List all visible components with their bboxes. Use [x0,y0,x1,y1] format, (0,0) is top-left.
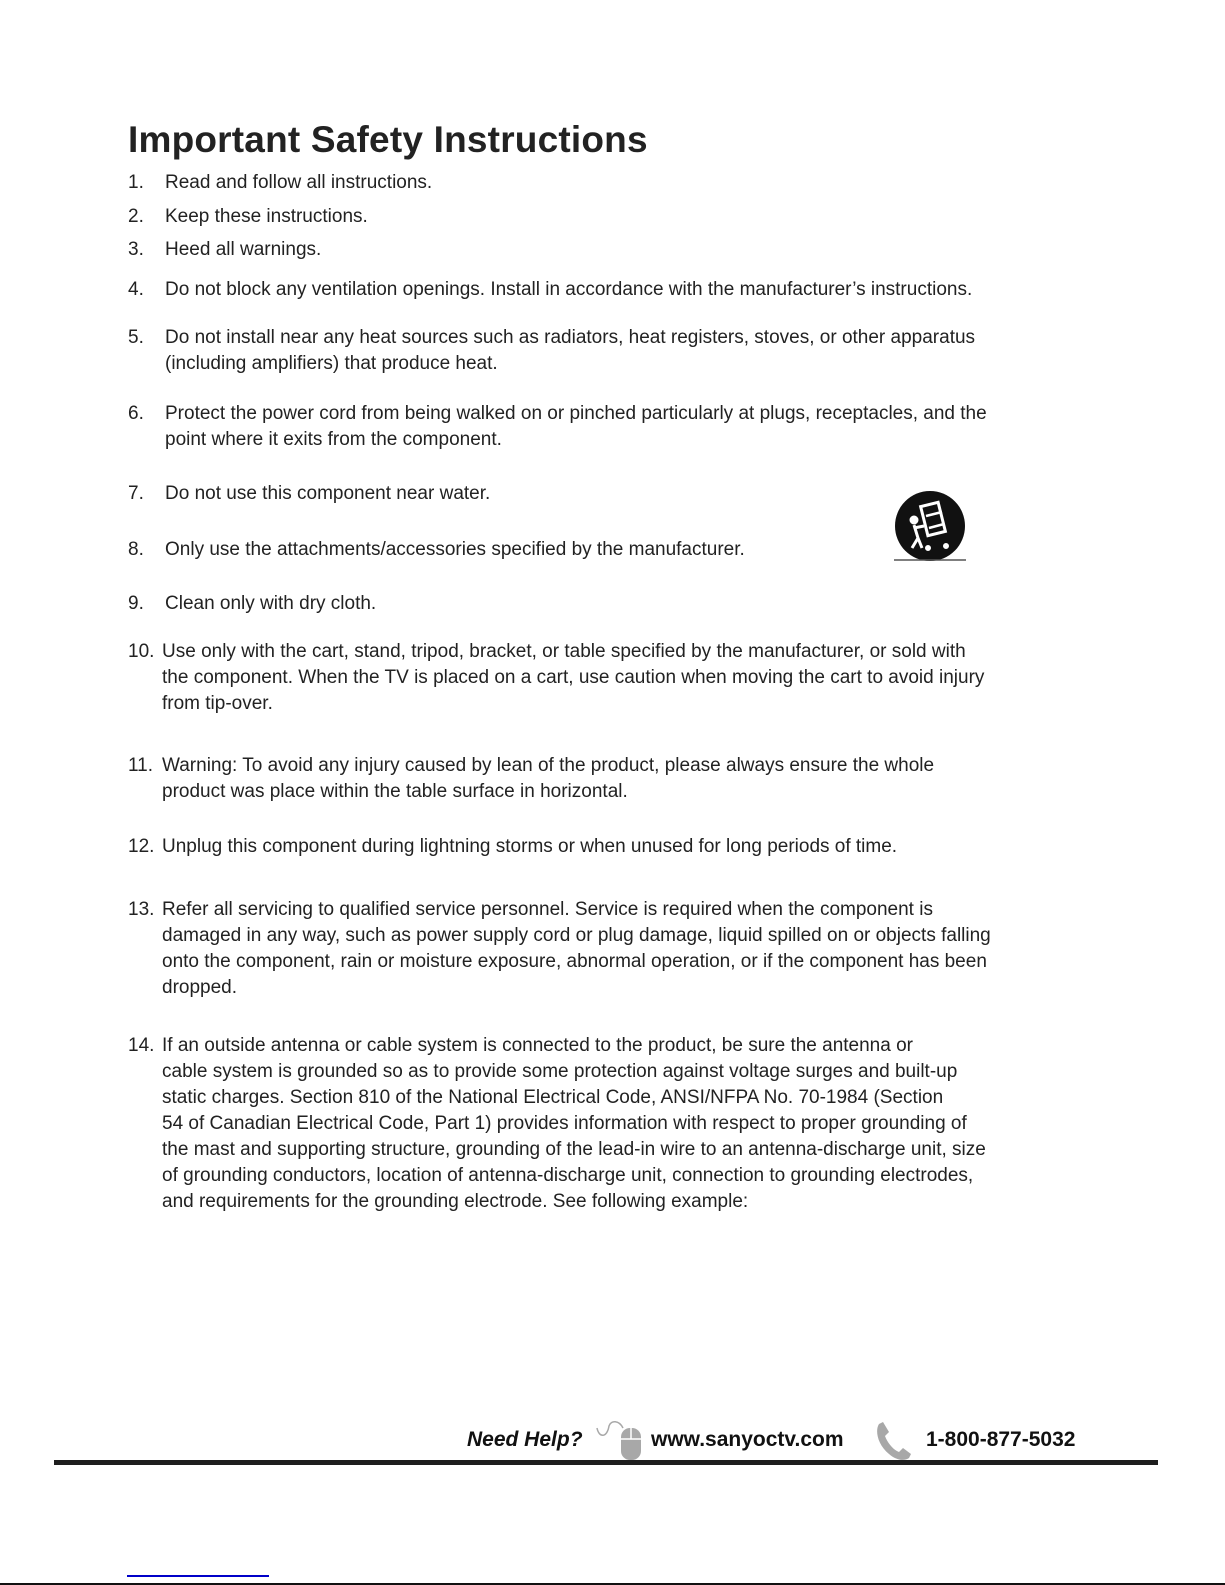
help-footer [0,1420,1225,1460]
website-link[interactable]: www.sanyoctv.com [651,1428,844,1451]
instruction-text-line: cable system is grounded so as to provide some protection against voltage surges and built-up [162,1061,958,1082]
instruction-number: 2. [128,206,144,227]
instruction-text-line: Unplug this component during lightning storms or when unused for long periods of time. [162,836,898,857]
link-underline[interactable] [127,1575,269,1577]
instruction-number: 10. [128,641,155,662]
instruction-item [128,204,1108,230]
instruction-number: 5. [128,327,144,348]
footer-divider [54,1460,1158,1465]
instruction-number: 14. [128,1035,155,1056]
instruction-number: 4. [128,279,144,300]
instruction-number: 12. [128,836,155,857]
instruction-text-line: Warning: To avoid any injury caused by lean of the product, please always ensure the whole [162,755,935,776]
phone-number[interactable]: 1-800-877-5032 [926,1428,1076,1451]
instruction-text-line: If an outside antenna or cable system is connected to the product, be sure the antenna or [162,1035,913,1056]
instruction-text-line: the component. When the TV is placed on a cart, use caution when moving the cart to avoid injury [162,667,985,688]
instruction-item [128,325,1108,377]
instruction-item [128,639,1108,717]
instruction-text-line: Clean only with dry cloth. [165,593,377,614]
instruction-text-line: the mast and supporting structure, grounding of the lead-in wire to an antenna-discharge unit, size [162,1139,986,1160]
instruction-item [128,401,1108,453]
instruction-number: 13. [128,899,155,920]
instruction-text-line: Do not install near any heat sources such as radiators, heat registers, stoves, or other apparatus [165,327,976,348]
instruction-text-line: Keep these instructions. [165,206,368,227]
instruction-number: 8. [128,539,144,560]
instruction-number: 1. [128,172,144,193]
instruction-item [128,1033,1108,1215]
instruction-number: 11. [128,755,154,776]
instruction-text-line: (including amplifiers) that produce heat. [165,353,498,374]
instruction-text-line: Protect the power cord from being walked on or pinched particularly at plugs, receptacles, and the [165,403,987,424]
instruction-text-line: onto the component, rain or moisture exposure, abnormal operation, or if the component has been [162,951,987,972]
instruction-text-line: static charges. Section 810 of the National Electrical Code, ANSI/NFPA No. 70-1984 (Section [162,1087,944,1108]
instruction-text-line: product was place within the table surface in horizontal. [162,781,628,802]
instruction-text-line: Use only with the cart, stand, tripod, bracket, or table specified by the manufacturer, or sold with [162,641,966,662]
need-help-label: Need Help? [467,1428,583,1451]
instruction-text-line: Read and follow all instructions. [165,172,433,193]
instruction-item [128,277,1108,303]
instruction-item [128,591,1108,617]
mouse-icon [593,1420,643,1462]
instruction-text-line: Heed all warnings. [165,239,322,260]
instruction-item [128,753,1108,805]
instruction-text-line: dropped. [162,977,238,998]
instruction-text-line: from tip-over. [162,693,273,714]
instruction-number: 3. [128,239,144,260]
instruction-text-line: Only use the attachments/accessories specified by the manufacturer. [165,539,745,560]
cart-tip-over-warning-icon [892,490,968,566]
instruction-item [128,237,1108,263]
instruction-text-line: 54 of Canadian Electrical Code, Part 1) provides information with respect to proper grounding of [162,1113,967,1134]
instruction-number: 7. [128,483,144,504]
instruction-text-line: Do not use this component near water. [165,483,491,504]
instruction-number: 9. [128,593,144,614]
instruction-text-line: Do not block any ventilation openings. Install in accordance with the manufacturer’s instructions. [165,279,973,300]
instruction-number: 6. [128,403,144,424]
page-title: Important Safety Instructions [128,118,648,160]
instruction-item [128,897,1108,1001]
phone-icon [873,1420,915,1462]
instruction-item [128,170,1108,196]
instruction-text-line: and requirements for the grounding electrode. See following example: [162,1191,749,1212]
instruction-text-line: damaged in any way, such as power supply cord or plug damage, liquid spilled on or objects falling [162,925,991,946]
instruction-text-line: point where it exits from the component. [165,429,502,450]
instruction-text-line: of grounding conductors, location of antenna-discharge unit, connection to grounding electrodes, [162,1165,974,1186]
instruction-item [128,834,1108,860]
instruction-text-line: Refer all servicing to qualified service personnel. Service is required when the component is [162,899,933,920]
